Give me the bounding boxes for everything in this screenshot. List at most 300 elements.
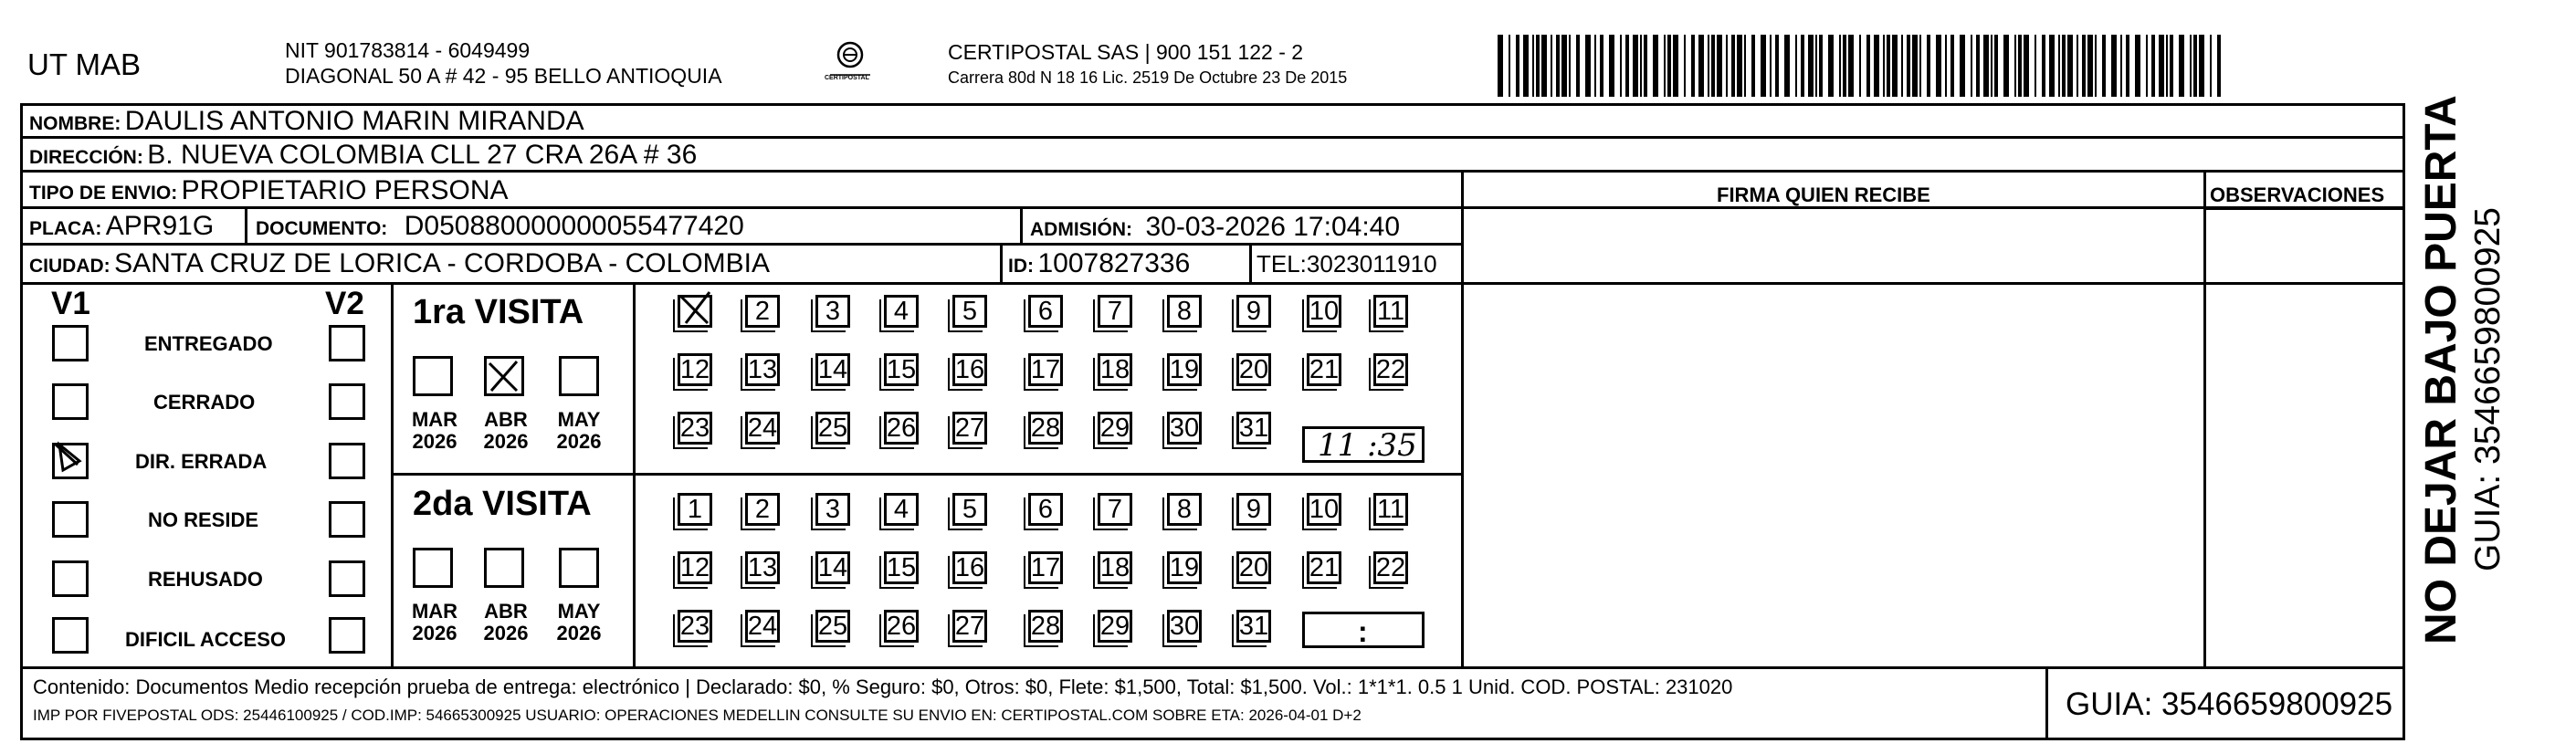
placa-label: PLACA: xyxy=(29,218,102,239)
barcode-bar xyxy=(1901,35,1903,97)
visit-divider xyxy=(391,473,1461,476)
day-number: 1 xyxy=(687,494,703,524)
second-visit-month-may-checkbox[interactable] xyxy=(559,548,599,588)
barcode-bar xyxy=(1576,35,1580,97)
day-number: 24 xyxy=(747,611,778,641)
second-visit-day-13[interactable] xyxy=(745,551,780,584)
first-visit-day-4[interactable] xyxy=(884,295,919,328)
documento-row xyxy=(256,213,744,240)
v1-checkbox-entregado[interactable] xyxy=(52,325,89,361)
barcode-bar xyxy=(1971,35,1972,97)
barcode-bar xyxy=(1717,35,1722,97)
second-visit-time-field[interactable] xyxy=(1302,612,1425,648)
day-number: 12 xyxy=(679,552,710,582)
cell-divider xyxy=(245,208,247,243)
second-visit-day-26[interactable] xyxy=(884,610,919,643)
tipo-envio-row xyxy=(29,177,509,204)
day-number: 17 xyxy=(1030,552,1061,582)
first-visit-day-17[interactable] xyxy=(1028,353,1063,386)
barcode-bar xyxy=(2024,35,2029,97)
month-year: 2026 xyxy=(412,622,457,645)
first-visit-title: 1ra VISITA xyxy=(413,293,584,331)
day-number: 19 xyxy=(1169,354,1200,384)
month-name: MAY xyxy=(557,408,601,431)
signature-column-divider xyxy=(1461,170,1464,668)
check-mark-icon xyxy=(677,290,713,327)
barcode-bar xyxy=(2067,35,2073,97)
second-visit-day-5[interactable] xyxy=(952,493,987,526)
v2-checkbox-rehusado[interactable] xyxy=(329,560,365,597)
v2-checkbox-no-reside[interactable] xyxy=(329,501,365,538)
second-visit-day-9[interactable] xyxy=(1236,493,1271,526)
second-visit-day-8[interactable] xyxy=(1167,493,1202,526)
barcode-bar xyxy=(2042,35,2045,97)
v1-checkbox-dificil-acceso[interactable] xyxy=(52,617,89,654)
nombre-label: NOMBRE: xyxy=(29,113,121,134)
day-number: 20 xyxy=(1238,354,1269,384)
second-visit-day-22[interactable] xyxy=(1373,551,1408,584)
barcode-bar xyxy=(1936,35,1941,97)
v2-checkbox-dir-errada[interactable] xyxy=(329,443,365,479)
day-number: 28 xyxy=(1030,413,1061,443)
second-visit-day-25[interactable] xyxy=(815,610,850,643)
status-dir-errada: DIR. ERRADA xyxy=(135,450,268,473)
v1-checkbox-cerrado[interactable] xyxy=(52,383,89,420)
certipostal-logo-icon xyxy=(826,40,874,88)
day-number: 2 xyxy=(754,296,771,326)
month-year: 2026 xyxy=(556,430,602,454)
day-number: 14 xyxy=(817,354,848,384)
v2-checkbox-entregado[interactable] xyxy=(329,325,365,361)
footer-contenido: Contenido: Documentos Medio recepción prueba de entrega: electrónico | Declarado: $0, % Seguro: $0, Otros: $0, Flete: $1,500, Total: $1,500. Vol.: 1*1*1. 0.5 1 Unid. COD. POSTAL: 231020 xyxy=(33,675,1733,698)
day-number: 18 xyxy=(1099,552,1130,582)
second-visit-day-23[interactable] xyxy=(678,610,712,643)
admision-label: ADMISIÓN: xyxy=(1030,219,1132,240)
barcode-bar xyxy=(1653,35,1658,97)
footer-divider xyxy=(2045,666,2048,740)
second-visit-day-27[interactable] xyxy=(952,610,987,643)
tel-value: TEL:3023011910 xyxy=(1256,250,1437,278)
first-visit-day-9[interactable] xyxy=(1236,295,1271,328)
second-visit-month-may xyxy=(553,601,605,644)
second-visit-day-14[interactable] xyxy=(815,551,850,584)
month-name: ABR xyxy=(484,408,528,431)
day-number: 19 xyxy=(1169,552,1200,582)
observaciones-header: OBSERVACIONES xyxy=(2210,183,2385,206)
first-visit-day-16[interactable] xyxy=(952,353,987,386)
first-visit-day-11[interactable] xyxy=(1373,295,1408,328)
cell-divider xyxy=(1000,245,1003,282)
first-visit-day-19[interactable] xyxy=(1167,353,1202,386)
barcode-bar xyxy=(1945,35,1947,97)
barcode-bar xyxy=(1708,35,1709,97)
second-visit-day-21[interactable] xyxy=(1307,551,1341,584)
row-line xyxy=(20,136,2405,139)
second-visit-month-mar xyxy=(409,601,460,644)
barcode-bar xyxy=(1633,35,1638,97)
barcode-bar xyxy=(1883,35,1885,97)
barcode-bar xyxy=(1509,35,1510,97)
first-visit-day-20[interactable] xyxy=(1236,353,1271,386)
v2-checkbox-cerrado[interactable] xyxy=(329,383,365,420)
ciudad-row xyxy=(29,250,770,278)
barcode-bar xyxy=(2087,35,2093,97)
first-visit-day-12[interactable] xyxy=(678,353,712,386)
first-visit-day-23[interactable] xyxy=(678,412,712,445)
second-visit-time: : xyxy=(1358,615,1368,648)
barcode-bar xyxy=(1892,35,1898,97)
day-number: 8 xyxy=(1176,296,1193,326)
placa-row xyxy=(29,213,214,240)
barcode-bar xyxy=(1866,35,1870,97)
row-line xyxy=(20,243,1463,246)
row-line xyxy=(2205,208,2405,210)
second-visit-day-7[interactable] xyxy=(1098,493,1132,526)
first-visit-month-may-checkbox[interactable] xyxy=(559,356,599,396)
barcode-bar xyxy=(1770,35,1772,97)
barcode-bar xyxy=(2210,35,2212,97)
first-visit-day-21[interactable] xyxy=(1307,353,1341,386)
first-visit-day-24[interactable] xyxy=(745,412,780,445)
day-number: 15 xyxy=(886,552,917,582)
status-no-reside: NO RESIDE xyxy=(148,508,259,531)
barcode-bar xyxy=(2190,35,2192,97)
tipo-envio-value: PROPIETARIO PERSONA xyxy=(181,175,509,205)
first-visit-day-3[interactable] xyxy=(815,295,850,328)
v1-label: V1 xyxy=(51,286,90,321)
day-number: 16 xyxy=(954,354,985,384)
second-visit-month-mar-checkbox[interactable] xyxy=(413,548,453,588)
barcode-bar xyxy=(1561,35,1567,97)
second-visit-day-24[interactable] xyxy=(745,610,780,643)
day-number: 7 xyxy=(1107,494,1123,524)
second-visit-day-4[interactable] xyxy=(884,493,919,526)
second-visit-day-6[interactable] xyxy=(1028,493,1063,526)
month-name: MAR xyxy=(411,408,458,431)
second-visit-month-abr-checkbox[interactable] xyxy=(484,548,524,588)
second-visit-day-10[interactable] xyxy=(1307,493,1341,526)
admision-value: 30-03-2026 17:04:40 xyxy=(1145,212,1401,242)
barcode-bar xyxy=(2151,35,2155,97)
month-name: MAY xyxy=(557,600,601,623)
second-visit-title: 2da VISITA xyxy=(413,485,592,523)
first-visit-day-31[interactable] xyxy=(1236,412,1271,445)
day-number: 23 xyxy=(679,413,710,443)
id-row xyxy=(1008,250,1190,278)
admision-row xyxy=(1030,214,1400,241)
barcode-bar xyxy=(2120,35,2122,97)
first-visit-time-field[interactable] xyxy=(1302,426,1425,463)
barcode-bar xyxy=(2003,35,2009,97)
first-visit-day-18[interactable] xyxy=(1098,353,1132,386)
day-number: 5 xyxy=(962,494,978,524)
barcode-bar xyxy=(1673,35,1678,97)
barcode-bar xyxy=(1960,35,1965,97)
month-year: 2026 xyxy=(412,430,457,454)
first-visit-day-6[interactable] xyxy=(1028,295,1063,328)
barcode-bar xyxy=(1751,35,1755,97)
day-number: 30 xyxy=(1169,413,1200,443)
visit-days-divider xyxy=(633,282,636,666)
day-number: 29 xyxy=(1099,413,1130,443)
day-number: 3 xyxy=(825,296,841,326)
day-number: 22 xyxy=(1375,552,1406,582)
barcode-bar xyxy=(2102,35,2106,97)
check-mark-icon xyxy=(50,439,87,476)
barcode-bar xyxy=(1761,35,1766,97)
second-visit-day-30[interactable] xyxy=(1167,610,1202,643)
direccion-row xyxy=(29,141,697,169)
day-number: 17 xyxy=(1030,354,1061,384)
logo-text: CERTIPOSTAL xyxy=(825,75,869,81)
ciudad-value: SANTA CRUZ DE LORICA - CORDOBA - COLOMBIA xyxy=(114,248,770,278)
barcode-bar xyxy=(1726,35,1728,97)
month-year: 2026 xyxy=(483,430,529,454)
day-number: 8 xyxy=(1176,494,1193,524)
barcode-bar xyxy=(1983,35,1989,97)
first-visit-day-25[interactable] xyxy=(815,412,850,445)
direccion-label: DIRECCIÓN: xyxy=(29,147,143,168)
barcode-bar xyxy=(2135,35,2140,97)
second-visit-day-1[interactable] xyxy=(678,493,712,526)
barcode-bar xyxy=(1523,35,1529,97)
first-visit-day-22[interactable] xyxy=(1373,353,1408,386)
first-visit-day-1[interactable] xyxy=(678,295,712,328)
barcode-bar xyxy=(1640,35,1642,97)
barcode-bar xyxy=(1994,35,1998,97)
first-visit-day-2[interactable] xyxy=(745,295,780,328)
barcode-bar xyxy=(1828,35,1834,97)
barcode-bar xyxy=(2049,35,2055,97)
first-visit-month-mar xyxy=(409,409,460,453)
day-number: 11 xyxy=(1376,296,1405,326)
day-number: 11 xyxy=(1376,494,1405,524)
first-visit-day-28[interactable] xyxy=(1028,412,1063,445)
v1-checkbox-rehusado[interactable] xyxy=(52,560,89,597)
first-visit-day-15[interactable] xyxy=(884,353,919,386)
day-number: 21 xyxy=(1309,354,1340,384)
barcode-bar xyxy=(1859,35,1861,97)
day-number: 4 xyxy=(893,296,909,326)
day-number: 21 xyxy=(1309,552,1340,582)
first-visit-month-may xyxy=(553,409,605,453)
barcode-bar xyxy=(2082,35,2086,97)
barcode-bar xyxy=(1532,35,1534,97)
second-visit-day-20[interactable] xyxy=(1236,551,1271,584)
barcode-bar xyxy=(1801,35,1804,97)
day-number: 27 xyxy=(954,611,985,641)
barcode-bar xyxy=(1976,35,1980,97)
day-number: 30 xyxy=(1169,611,1200,641)
company-address: DIAGONAL 50 A # 42 - 95 BELLO ANTIOQUIA xyxy=(285,64,722,88)
first-visit-day-5[interactable] xyxy=(952,295,987,328)
first-visit-day-30[interactable] xyxy=(1167,412,1202,445)
barcode-bar xyxy=(1815,35,1817,97)
second-visit-month-abr xyxy=(480,601,531,644)
month-year: 2026 xyxy=(556,622,602,645)
barcode-bar xyxy=(1498,35,1503,97)
month-year: 2026 xyxy=(483,622,529,645)
day-number: 6 xyxy=(1037,296,1054,326)
documento-label: DOCUMENTO: xyxy=(256,218,388,239)
day-number: 12 xyxy=(679,354,710,384)
status-rehusado: REHUSADO xyxy=(148,568,263,591)
day-number: 29 xyxy=(1099,611,1130,641)
first-visit-month-abr-checkbox[interactable] xyxy=(484,356,524,396)
barcode-bar xyxy=(2170,35,2173,97)
firma-header: FIRMA QUIEN RECIBE xyxy=(1717,183,1930,206)
status-entregado: ENTREGADO xyxy=(144,332,273,355)
observaciones-field[interactable] xyxy=(2207,212,2403,665)
day-number: 4 xyxy=(893,494,909,524)
barcode-bar xyxy=(1874,35,1879,97)
day-number: 7 xyxy=(1107,296,1123,326)
month-name: ABR xyxy=(484,600,528,623)
barcode-bar xyxy=(2146,35,2148,97)
second-visit-day-17[interactable] xyxy=(1028,551,1063,584)
barcode-bar xyxy=(1644,35,1647,97)
barcode-bar xyxy=(1609,35,1614,97)
day-number: 27 xyxy=(954,413,985,443)
second-visit-day-29[interactable] xyxy=(1098,610,1132,643)
barcode-bar xyxy=(2018,35,2022,97)
v1-checkbox-no-reside[interactable] xyxy=(52,501,89,538)
barcode-bar xyxy=(1600,35,1603,97)
day-number: 10 xyxy=(1309,296,1340,326)
barcode-bar xyxy=(2035,35,2036,97)
barcode-bar xyxy=(1808,35,1814,97)
second-visit-day-28[interactable] xyxy=(1028,610,1063,643)
check-mark-icon xyxy=(484,356,524,396)
barcode-bar xyxy=(1912,35,1918,97)
day-number: 2 xyxy=(754,494,771,524)
barcode-bar xyxy=(2111,35,2117,97)
nombre-value: DAULIS ANTONIO MARIN MIRANDA xyxy=(124,106,584,136)
day-number: 24 xyxy=(747,413,778,443)
barcode-bar xyxy=(1556,35,1560,97)
barcode-bar xyxy=(1536,35,1540,97)
barcode-bar xyxy=(1731,35,1735,97)
barcode-bar xyxy=(1551,35,1552,97)
barcode-bar xyxy=(1927,35,1930,97)
second-visit-day-2[interactable] xyxy=(745,493,780,526)
barcode-bar xyxy=(1843,35,1846,97)
barcode-bar xyxy=(2199,35,2204,97)
first-visit-day-26[interactable] xyxy=(884,412,919,445)
barcode-bar xyxy=(1819,35,1823,97)
barcode-bar xyxy=(1839,35,1841,97)
documento-value: D050880000000055477420 xyxy=(404,211,744,241)
barcode-bar xyxy=(2179,35,2184,97)
barcode-bar xyxy=(1737,35,1742,97)
status-cerrado: CERRADO xyxy=(153,391,256,414)
first-visit-day-27[interactable] xyxy=(952,412,987,445)
v2-checkbox-dificil-acceso[interactable] xyxy=(329,617,365,654)
barcode-bar xyxy=(2077,35,2078,97)
barcode-bar xyxy=(1691,35,1695,97)
barcode-bar xyxy=(1664,35,1666,97)
second-visit-day-31[interactable] xyxy=(1236,610,1271,643)
barcode-bar xyxy=(2014,35,2016,97)
day-number: 22 xyxy=(1375,354,1406,384)
barcode-bar xyxy=(1594,35,1596,97)
first-visit-month-abr xyxy=(480,409,531,453)
day-number: 15 xyxy=(886,354,917,384)
barcode-bar xyxy=(1887,35,1890,97)
first-visit-day-10[interactable] xyxy=(1307,295,1341,328)
carrier-name: CERTIPOSTAL SAS | 900 151 122 - 2 xyxy=(948,40,1304,64)
barcode-bar xyxy=(1516,35,1519,97)
barcode-bar xyxy=(1711,35,1715,97)
first-visit-day-29[interactable] xyxy=(1098,412,1132,445)
day-number: 26 xyxy=(886,611,917,641)
barcode-bar xyxy=(1907,35,1910,97)
no-dejar-bajo-puerta: NO DEJAR BAJO PUERTA xyxy=(2417,95,2466,644)
v1-checkbox-dir-errada[interactable] xyxy=(52,443,89,479)
day-number: 18 xyxy=(1099,354,1130,384)
day-number: 9 xyxy=(1246,296,1262,326)
company-nit: NIT 901783814 - 6049499 xyxy=(285,38,531,62)
barcode-bar xyxy=(2166,35,2168,97)
first-visit-day-8[interactable] xyxy=(1167,295,1202,328)
cell-divider xyxy=(1249,245,1252,282)
first-visit-time: 11 :35 xyxy=(1318,427,1417,464)
id-label: ID: xyxy=(1008,256,1034,277)
day-number: 16 xyxy=(954,552,985,582)
barcode-bar xyxy=(1795,35,1797,97)
nombre-row xyxy=(29,108,584,135)
barcode-bar xyxy=(1585,35,1591,97)
day-number: 31 xyxy=(1238,611,1269,641)
day-number: 26 xyxy=(886,413,917,443)
barcode-bar xyxy=(1775,35,1779,97)
second-visit-day-3[interactable] xyxy=(815,493,850,526)
day-number: 14 xyxy=(817,552,848,582)
second-visit-day-19[interactable] xyxy=(1167,551,1202,584)
ciudad-label: CIUDAD: xyxy=(29,256,110,277)
first-visit-day-14[interactable] xyxy=(815,353,850,386)
observaciones-column-divider xyxy=(2203,170,2206,668)
placa-value: APR91G xyxy=(105,211,215,241)
status-dificil-acceso: DIFICIL ACCESO xyxy=(125,628,287,651)
first-visit-month-mar-checkbox[interactable] xyxy=(413,356,453,396)
second-visit-day-15[interactable] xyxy=(884,551,919,584)
barcode-bar xyxy=(1625,35,1629,97)
barcode-bar xyxy=(2217,35,2221,97)
barcode-bar xyxy=(2062,35,2066,97)
first-visit-day-13[interactable] xyxy=(745,353,780,386)
signature-field[interactable] xyxy=(1465,212,2203,665)
day-number: 31 xyxy=(1238,413,1269,443)
second-visit-day-16[interactable] xyxy=(952,551,987,584)
second-visit-day-18[interactable] xyxy=(1098,551,1132,584)
barcode-bar xyxy=(1950,35,1954,97)
direccion-value: B. NUEVA COLOMBIA CLL 27 CRA 26A # 36 xyxy=(147,140,698,170)
day-number: 20 xyxy=(1238,552,1269,582)
side-guia: GUIA: 3546659800925 xyxy=(2468,207,2508,571)
day-number: 10 xyxy=(1309,494,1340,524)
first-visit-day-7[interactable] xyxy=(1098,295,1132,328)
barcode xyxy=(1498,35,2228,97)
second-visit-day-12[interactable] xyxy=(678,551,712,584)
barcode-bar xyxy=(1620,35,1622,97)
id-value: 1007827336 xyxy=(1037,248,1191,278)
barcode-bar xyxy=(2126,35,2129,97)
cell-divider xyxy=(1020,208,1023,243)
second-visit-day-11[interactable] xyxy=(1373,493,1408,526)
v2-label: V2 xyxy=(325,286,364,321)
barcode-bar xyxy=(1744,35,1746,97)
